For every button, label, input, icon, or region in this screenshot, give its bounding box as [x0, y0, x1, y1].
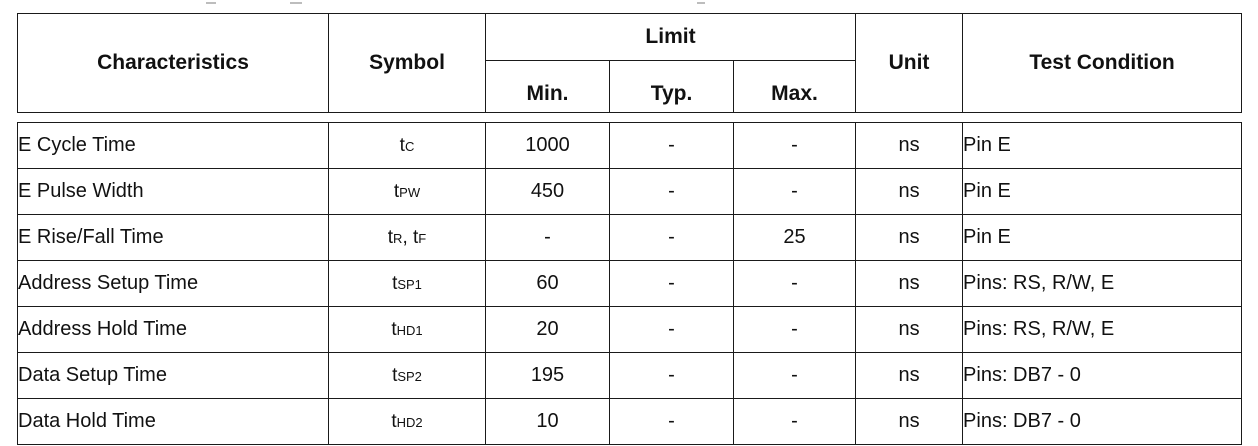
symbol-subscript: SP2	[397, 369, 422, 384]
top-edge-mark	[290, 2, 302, 4]
symbol-subscript: HD1	[396, 323, 423, 338]
top-edge-mark	[697, 2, 705, 4]
cell-characteristic: Data Hold Time	[18, 399, 329, 445]
cell-min: 1000	[486, 123, 610, 169]
cell-typ: -	[610, 353, 734, 399]
cell-characteristic: Address Hold Time	[18, 307, 329, 353]
symbol-separator: ,	[402, 227, 413, 248]
header-max: Max.	[734, 61, 856, 113]
symbol-subscript: F	[418, 231, 427, 246]
header-unit: Unit	[856, 14, 963, 113]
cell-symbol	[329, 307, 486, 353]
cell-symbol	[329, 399, 486, 445]
cell-max: -	[734, 353, 856, 399]
cell-min: 20	[486, 307, 610, 353]
cell-typ: -	[610, 307, 734, 353]
cell-test-condition: Pin E	[963, 169, 1242, 215]
symbol-base: t	[413, 227, 419, 248]
header-test-condition: Test Condition	[963, 14, 1242, 113]
symbol-subscript: PW	[399, 185, 421, 200]
header-limit: Limit	[486, 14, 856, 61]
cell-typ: -	[610, 261, 734, 307]
cell-test-condition: Pin E	[963, 123, 1242, 169]
symbol-base: t	[391, 411, 397, 432]
cell-test-condition: Pins: DB7 - 0	[963, 353, 1242, 399]
cell-symbol	[329, 261, 486, 307]
header-characteristics: Characteristics	[18, 14, 329, 113]
header-separator	[18, 113, 1242, 123]
cell-unit: ns	[856, 353, 963, 399]
table-row	[18, 261, 1242, 307]
cell-symbol	[329, 169, 486, 215]
symbol-subscript: C	[404, 139, 415, 154]
symbol-base: t	[387, 227, 394, 248]
cell-typ: -	[610, 215, 734, 261]
symbol-base: t	[393, 181, 400, 202]
cell-max: -	[734, 169, 856, 215]
cell-unit: ns	[856, 307, 963, 353]
cell-test-condition: Pins: DB7 - 0	[963, 399, 1242, 445]
symbol-base: t	[392, 365, 398, 386]
table-body	[18, 123, 1242, 445]
cell-characteristic: E Pulse Width	[18, 169, 329, 215]
cell-unit: ns	[856, 261, 963, 307]
cell-characteristic: Data Setup Time	[18, 353, 329, 399]
cell-max: -	[734, 399, 856, 445]
header-min: Min.	[486, 61, 610, 113]
header-typ: Typ.	[610, 61, 734, 113]
table-row	[18, 399, 1242, 445]
cell-symbol	[329, 353, 486, 399]
symbol-subscript: HD2	[396, 415, 423, 430]
cell-symbol	[329, 215, 486, 261]
table-row	[18, 307, 1242, 353]
cell-unit: ns	[856, 215, 963, 261]
symbol-base: t	[392, 273, 398, 294]
cell-typ: -	[610, 169, 734, 215]
top-edge-mark	[206, 2, 216, 4]
table-row	[18, 123, 1242, 169]
cell-test-condition: Pins: RS, R/W, E	[963, 307, 1242, 353]
table-row	[18, 215, 1242, 261]
cell-min: 60	[486, 261, 610, 307]
symbol-base: t	[399, 135, 405, 156]
cell-min: 450	[486, 169, 610, 215]
table-row	[18, 353, 1242, 399]
cell-unit: ns	[856, 123, 963, 169]
cell-min: 10	[486, 399, 610, 445]
cell-characteristic: E Rise/Fall Time	[18, 215, 329, 261]
symbol-base: t	[391, 319, 397, 340]
symbol-subscript: SP1	[397, 277, 422, 292]
cell-characteristic: Address Setup Time	[18, 261, 329, 307]
cell-unit: ns	[856, 169, 963, 215]
cell-symbol	[329, 123, 486, 169]
cell-characteristic: E Cycle Time	[18, 123, 329, 169]
cell-max: -	[734, 307, 856, 353]
cell-max: -	[734, 123, 856, 169]
header-symbol: Symbol	[329, 14, 486, 113]
table-row	[18, 169, 1242, 215]
cell-min: 195	[486, 353, 610, 399]
cell-max: -	[734, 261, 856, 307]
cell-min: -	[486, 215, 610, 261]
cell-test-condition: Pin E	[963, 215, 1242, 261]
cell-typ: -	[610, 123, 734, 169]
cell-test-condition: Pins: RS, R/W, E	[963, 261, 1242, 307]
table-header	[18, 14, 1242, 123]
cell-unit: ns	[856, 399, 963, 445]
cell-typ: -	[610, 399, 734, 445]
timing-characteristics-table	[17, 13, 1242, 445]
symbol-subscript: R	[393, 231, 403, 246]
cell-max: 25	[734, 215, 856, 261]
